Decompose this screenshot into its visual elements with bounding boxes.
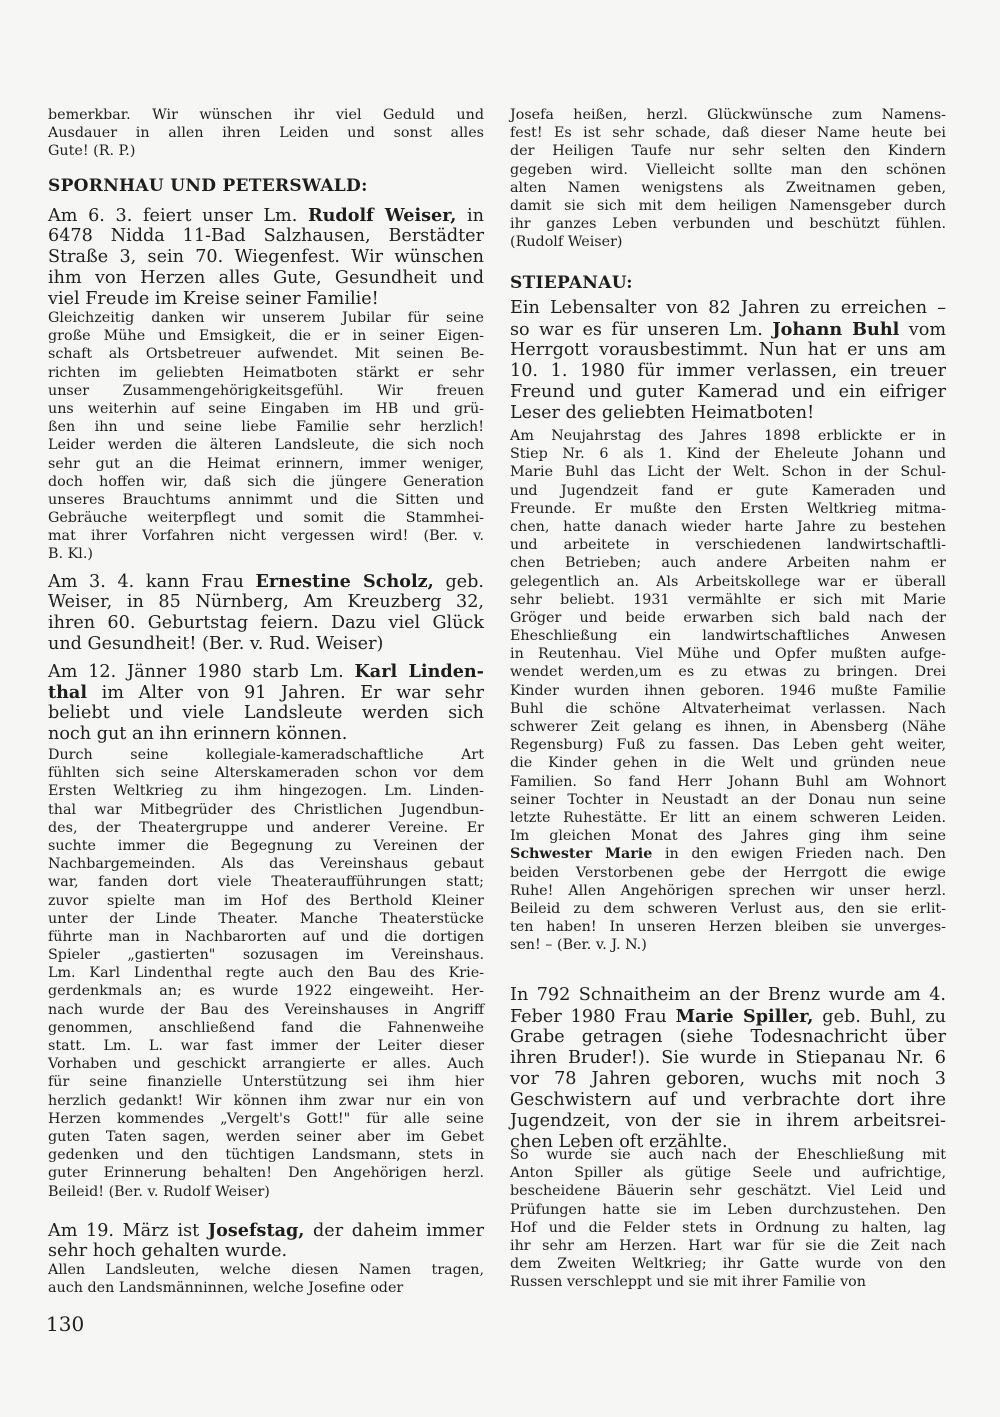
text-line: ihm von Herzen alles Gute, Gesundheit und	[48, 268, 484, 288]
text-line: 6478 Nidda 11-Bad Salzhausen, Berstädter	[48, 226, 484, 246]
text-line: richten im geliebten Heimatboten stärkt er sehr	[48, 364, 484, 381]
text-line: Gute! (R. P.)	[48, 143, 136, 160]
text-segment: so war es für unseren Lm.	[510, 320, 773, 340]
text-line: unter der Linde Theater. Manche Theaterstücke	[48, 910, 484, 927]
text-segment: vom	[899, 320, 946, 340]
text-segment: geb.	[433, 572, 484, 592]
text-line: und Gesundheit! (Ber. v. Rud. Weiser)	[48, 634, 384, 654]
text-line: Freund und guter Kamerad und ein eifriger	[510, 382, 946, 402]
text-line: damit sie sich mit dem heiligen Namensgeber durch	[510, 197, 946, 214]
highlighted-name: Ernestine Scholz,	[255, 571, 434, 592]
text-line: ßen ihn und seine liebe Familie sehr herzlich!	[48, 419, 484, 436]
text-line	[48, 205, 484, 226]
text-line: uns weiterhin auf seine Eingaben im HB und grü-	[48, 400, 484, 417]
text-line: Allen Landsleuten, welche diesen Namen tragen,	[48, 1262, 484, 1278]
text-line: chen Betrieben; auch andere Arbeiten nahm er	[510, 555, 946, 572]
text-line: thal war Mitbegrüder des Christlichen Jugendbun-	[48, 801, 484, 818]
text-line: sen! – (Ber. v. J. N.)	[510, 937, 647, 954]
text-line: ten haben! In unseren Herzen bleiben sie unverges-	[510, 919, 946, 936]
text-segment: in	[456, 206, 484, 226]
text-segment: Am 3. 4. kann Frau	[48, 572, 256, 592]
body-paragraph	[48, 309, 484, 564]
text-line: Josefa heißen, herzl. Glückwünsche zum Namens-	[510, 107, 946, 123]
text-line: dem Zweiten Weltkrieg; ihr Gatte wurde von den	[510, 1256, 946, 1273]
highlighted-name: Johann Buhl	[772, 319, 900, 340]
text-line: viel Freude im Kreise seiner Familie!	[48, 289, 379, 309]
text-line: doch hoffen wir, daß sich die jüngere Generation	[48, 473, 484, 490]
text-line: genommen, anschließend fand die Fahnenweihe	[48, 1019, 484, 1036]
text-line	[510, 845, 946, 863]
text-line: gerdenkmals an; es wurde 1922 eingeweiht. Her-	[48, 983, 484, 1000]
text-line: Regensburg) Fuß zu fassen. Das Leben geht weiter,	[510, 737, 946, 754]
text-line: 10. 1. 1980 für immer verlassen, ein treuer	[510, 361, 946, 381]
text-line: Gröger und beide erwarben sich bald nach der	[510, 609, 946, 626]
text-segment: Am 6. 3. feiert unser Lm.	[48, 206, 308, 226]
text-line: Russen verschleppt und sie mit ihrer Familie von	[510, 1274, 866, 1291]
text-segment: geb. Buhl, zu	[813, 1007, 947, 1027]
text-line: Familien. So fand Herr Johann Buhl am Wohnort	[510, 773, 946, 790]
body-paragraph	[48, 1261, 484, 1297]
text-line: Hof und die Felder stets in Ordnung zu halten, lag	[510, 1219, 946, 1236]
highlighted-name: Marie Spiller,	[675, 1006, 814, 1027]
text-line: Jugendzeit, von der sie in ihrem arbeitsrei-	[510, 1111, 946, 1131]
text-line: schwerer Zeit gelang es ihnen, in Abensberg (Nähe	[510, 719, 946, 735]
text-line: des, der Theatergruppe und anderer Vereine. Er	[48, 819, 484, 836]
text-line: letzte Ruhestätte. Er litt an einem schweren Leiden.	[510, 809, 946, 826]
text-line: gedenken und den tüchtigen Landsmann, stets in	[48, 1147, 484, 1164]
text-line: ihr ganzes Leben verbunden und beschützt fühlen.	[510, 216, 946, 233]
text-line: in Reutenhau. Viel Mühe und Opfer mußten aufge-	[510, 646, 946, 663]
body-paragraph	[510, 1146, 946, 1292]
highlighted-name: Karl Linden-	[354, 661, 484, 682]
text-line: bemerkbar. Wir wünschen ihr viel Geduld und	[48, 107, 484, 123]
text-line: Beileid! (Ber. v. Rudolf Weiser)	[48, 1183, 270, 1200]
text-segment: im Alter von 91 Jahren. Er war sehr	[87, 683, 484, 703]
text-line: Gleichzeitig danken wir unserem Jubilar für seine	[48, 310, 484, 326]
text-line: Buhl die schöne Altvaterheimat verlassen. Nach	[510, 700, 946, 717]
highlighted-name: thal	[48, 682, 88, 703]
text-line: Durch seine kollegiale-kameradschaftliche Art	[48, 747, 484, 763]
text-line: chen Leben oft erzählte.	[510, 1132, 728, 1152]
text-line: Vorhaben und geschickt arrangierte er alles. Auch	[48, 1056, 484, 1073]
text-line: guten Taten sagen, werden seiner aber im Gebet	[48, 1128, 484, 1145]
text-line: sehr beliebt. 1931 vermählte er sich mit Marie	[510, 591, 946, 608]
text-line: chen, hatte danach wieder harte Jahre zu bestehen	[510, 518, 946, 535]
text-line: auch den Landsmänninnen, welche Josefine oder	[48, 1280, 404, 1297]
text-line	[510, 1006, 946, 1027]
text-line: B. Kl.)	[48, 546, 93, 563]
body-paragraph	[510, 427, 946, 954]
lead-paragraph	[48, 661, 484, 745]
text-line: Anton Spiller als gütige Seele und aufrichtige,	[510, 1165, 946, 1182]
text-line: guter Erinnerung behalten! Den Angehörigen herzl.	[48, 1165, 484, 1182]
lead-paragraph	[48, 571, 484, 655]
text-line: fest! Es ist sehr schade, daß dieser Name heute bei	[510, 125, 946, 142]
text-line: gelegentlich an. Als Arbeitskollege war er überall	[510, 573, 946, 590]
text-line: unser Zusammengehörigkeitsgefühl. Wir freuen	[48, 382, 484, 399]
text-line: statt. Lm. L. war fast immer der Leiter dieser	[48, 1038, 484, 1054]
body-paragraph	[510, 106, 946, 252]
body-paragraph	[48, 746, 484, 1201]
text-line: Ersten Weltkrieg zu ihm hingezogen. Lm. Linden-	[48, 783, 484, 800]
text-line: die Kinder gehen in die Welt und gründen neue	[510, 755, 946, 772]
text-line: herzlich gedankt! Wir können ihm zwar nur ein von	[48, 1092, 484, 1109]
text-line	[510, 319, 946, 340]
text-line: mat ihrer Vorfahren nicht vergessen wird! (Ber. v.	[48, 528, 484, 545]
text-line: war, fanden dort viele Theateraufführungen statt;	[48, 874, 484, 891]
text-line: So wurde sie auch nach der Eheschließung mit	[510, 1147, 946, 1163]
text-line: unseres Brauchtums annimmt und die Sitten und	[48, 491, 484, 508]
text-line: Im gleichen Monat des Jahres ging ihm seine	[510, 828, 946, 845]
text-line: Marie Buhl das Licht der Welt. Schon in der Schul-	[510, 464, 946, 481]
text-line: ihren 60. Geburtstag feiern. Dazu viel Glück	[48, 613, 484, 633]
text-line: ihren Bruder!). Sie wurde in Stiepanau Nr. 6	[510, 1048, 946, 1068]
text-line: Freunde. Er mußte den Ersten Weltkrieg mitma-	[510, 500, 946, 517]
text-line: und arbeitete in verschiedenen landwirtschaftli-	[510, 537, 946, 554]
highlighted-name: Rudolf Weiser,	[308, 205, 457, 226]
text-line: sehr hoch gehalten wurde.	[48, 1241, 288, 1261]
text-line: Gebräuche weiterpflegt und somit die Stammhei-	[48, 510, 484, 527]
text-line: Ausdauer in allen ihren Leiden und sonst alles	[48, 125, 484, 142]
text-line: sehr gut an die Heimat erinnern, immer weniger,	[48, 455, 484, 472]
text-line: beiden Verstorbenen gebe der Herrgott die ewige	[510, 864, 946, 881]
text-line: Grabe getragen (siehe Todesnachricht über	[510, 1027, 946, 1047]
lead-paragraph	[48, 1220, 484, 1262]
highlighted-name: Schwester Marie	[510, 846, 653, 863]
body-paragraph	[48, 106, 484, 161]
text-line: gegeben wird. Vielleicht sollte man den schönen	[510, 161, 946, 178]
text-line	[48, 1220, 484, 1241]
text-line: Beileid zu dem schweren Verlust aus, den sie erlit-	[510, 900, 946, 917]
text-line	[48, 571, 484, 592]
text-segment: Feber 1980 Frau	[510, 1007, 676, 1027]
text-line: nach wurde der Bau des Vereinshauses in Angriff	[48, 1001, 484, 1018]
text-line: Weiser, in 85 Nürnberg, Am Kreuzberg 32,	[48, 592, 484, 612]
text-line: Lm. Karl Lindenthal regte auch den Bau des Krie-	[48, 965, 484, 982]
text-line: Herzen kommendes „Vergelt's Gott!" für alle seine	[48, 1110, 484, 1127]
text-line: Geschwistern auf und verbrachte dort ihre	[510, 1090, 946, 1110]
text-line: zuvor spielte man im Hof des Berthold Kleiner	[48, 892, 484, 909]
text-line: Leider werden die älteren Landsleute, die sich noch	[48, 437, 484, 454]
lead-paragraph	[510, 985, 946, 1153]
text-line: Herrgott vorausbestimmt. Nun hat er uns am	[510, 340, 946, 360]
text-line	[48, 661, 484, 682]
text-line: (Rudolf Weiser)	[510, 234, 623, 251]
text-line: Am Neujahrstag des Jahres 1898 erblickte er in	[510, 428, 946, 444]
highlighted-name: Josefstag,	[207, 1220, 305, 1241]
text-line: und Jugendzeit fand er gute Kameraden und	[510, 482, 946, 499]
text-line: In 792 Schnaitheim an der Brenz wurde am 4.	[510, 985, 946, 1005]
text-line: Eheschließung ein landwirtschaftliches Anwesen	[510, 628, 946, 645]
lead-paragraph	[510, 298, 946, 424]
text-line	[48, 682, 484, 703]
text-line: suchte immer die Begegnung zu Vereinen der	[48, 837, 484, 854]
text-line: führte man in Nachbarorten auf und die dortigen	[48, 928, 484, 945]
text-line: noch gut an ihn erinnern können.	[48, 724, 348, 744]
page-number: 130	[46, 1312, 85, 1336]
lead-paragraph	[48, 205, 484, 310]
text-line: Kinder wurden ihnen geboren. 1946 mußte Familie	[510, 682, 946, 699]
text-line: Ruhe! Allen Angehörigen sprechen wir unser herzl.	[510, 882, 946, 899]
text-line: Spieler „gastierten" sozusagen im Vereinshaus.	[48, 947, 484, 964]
section-heading	[48, 175, 484, 197]
text-line: vor 78 Jahren geboren, wuchs mit noch 3	[510, 1069, 946, 1089]
text-line: fühlten sich seine Alterskameraden schon vor dem	[48, 765, 484, 782]
text-segment: in den ewigen Frieden nach. Den	[652, 846, 946, 863]
text-line: Straße 3, sein 70. Wiegenfest. Wir wünschen	[48, 247, 484, 267]
text-line: ihr sehr am Herzen. Hart war für sie die Zeit nach	[510, 1237, 946, 1254]
text-line: Prüfungen hatte sie im Leben durchzustehen. Den	[510, 1201, 946, 1218]
text-line: wendet werden,um es zu etwas zu bringen. Drei	[510, 664, 946, 681]
text-line: für seine finanzielle Unterstützung sei ihm hier	[48, 1074, 484, 1091]
text-line: Leser des geliebten Heimatboten!	[510, 403, 815, 423]
text-line: Nachbargemeinden. Als das Vereinshaus gebaut	[48, 856, 484, 873]
text-segment: der daheim immer	[304, 1221, 485, 1241]
text-line: große Mühe und Emsigkeit, die er in seiner Eigen-	[48, 328, 484, 345]
text-line: Ein Lebensalter von 82 Jahren zu erreichen –	[510, 298, 946, 318]
text-segment: Am 12. Jänner 1980 starb Lm.	[48, 662, 355, 682]
text-line: bescheidene Bäuerin sehr geschätzt. Viel Leid und	[510, 1183, 946, 1200]
text-segment: Am 19. März ist	[48, 1221, 208, 1241]
section-heading	[510, 272, 946, 294]
text-line: alten Namen wenigstens als Zweitnamen geben,	[510, 179, 946, 196]
text-line: schaft als Ortsbetreuer aufwendet. Mit seinen Be-	[48, 346, 484, 363]
text-line: der Heiligen Taufe nur sehr selten den Kindern	[510, 143, 946, 160]
text-line: Stiep Nr. 6 als 1. Kind der Eheleute Johann und	[510, 446, 946, 463]
text-line: STIEPANAU:	[510, 273, 633, 293]
text-line: SPORNHAU UND PETERSWALD:	[48, 176, 368, 196]
text-line: seiner Tochter in Neustadt an der Donau nun seine	[510, 791, 946, 808]
text-line: beliebt und viele Landsleute werden sich	[48, 703, 484, 723]
